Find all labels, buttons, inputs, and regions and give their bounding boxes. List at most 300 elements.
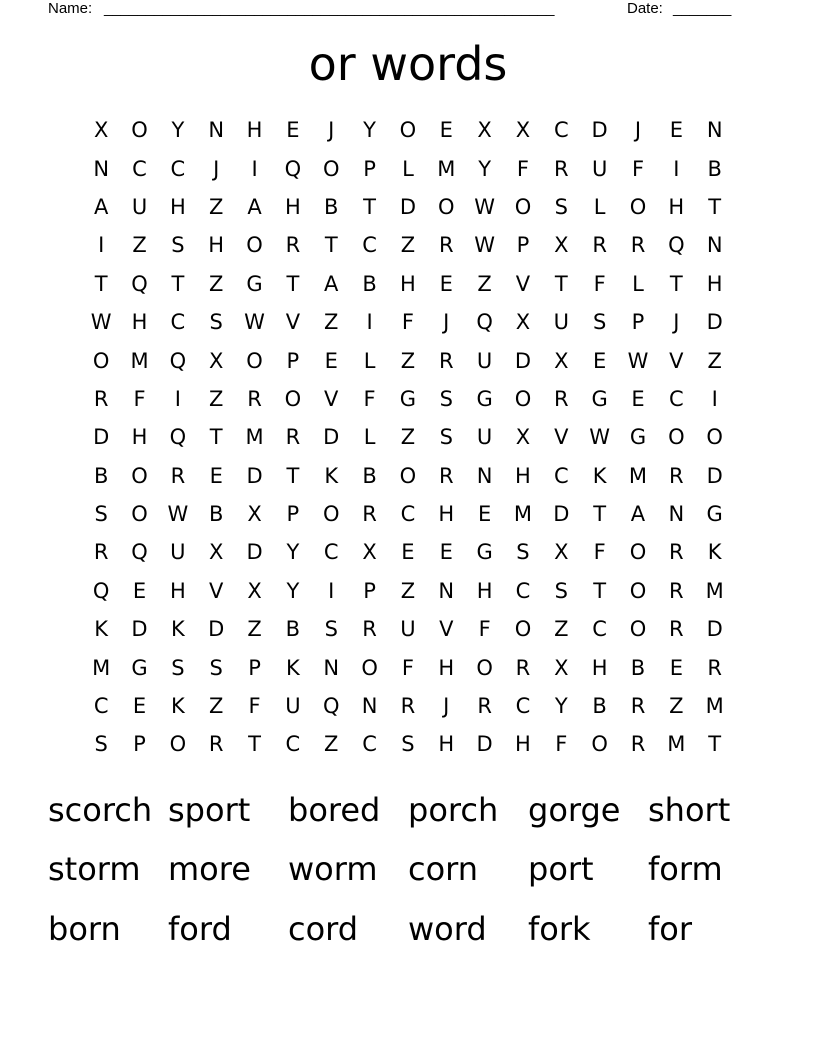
grid-letter: H <box>169 578 186 603</box>
grid-letter: H <box>438 732 455 757</box>
grid-letter: K <box>94 617 109 642</box>
name-label: Name: <box>48 0 93 17</box>
name-blank-line: ______________________________________________________ <box>104 0 555 17</box>
grid-letter: N <box>93 156 110 181</box>
grid-letter: S <box>209 655 223 680</box>
grid-letter: R <box>438 348 454 373</box>
grid-letter: C <box>592 617 607 642</box>
grid-letter: T <box>209 425 223 450</box>
grid-letter: O <box>629 194 647 219</box>
grid-letter: T <box>171 271 185 296</box>
grid-letter: X <box>477 118 492 143</box>
date-blank-line: _______ <box>673 0 732 17</box>
word-bank-word: ford <box>168 909 232 948</box>
grid-letter: O <box>668 425 685 450</box>
grid-letter: H <box>131 310 148 335</box>
grid-letter: E <box>132 578 147 603</box>
grid-letter: W <box>90 310 112 335</box>
word-bank-word: port <box>528 850 594 889</box>
grid-letter: J <box>213 156 220 181</box>
grid-letter: E <box>477 502 492 527</box>
grid-letter: T <box>708 194 722 219</box>
grid-row <box>82 572 734 610</box>
grid-letter: E <box>669 655 683 680</box>
grid-letter: I <box>251 156 258 181</box>
grid-letter: S <box>439 386 453 411</box>
grid-letter: V <box>324 386 339 411</box>
grid-letter: O <box>591 732 608 757</box>
grid-letter: E <box>439 118 453 143</box>
grid-letter: F <box>401 310 414 335</box>
grid-letter: G <box>706 502 723 527</box>
grid-letter: P <box>248 655 261 680</box>
grid-letter: R <box>515 655 531 680</box>
grid-letter: J <box>443 310 450 335</box>
grid-letter: U <box>170 540 186 565</box>
grid-letter: H <box>515 732 531 757</box>
grid-letter: Z <box>209 271 224 296</box>
grid-letter: L <box>363 348 376 373</box>
grid-letter: Y <box>286 540 300 565</box>
grid-letter: D <box>706 617 723 642</box>
grid-letter: Q <box>92 578 110 603</box>
grid-row <box>82 226 734 264</box>
grid-letter: S <box>171 233 185 258</box>
grid-letter: R <box>438 233 454 258</box>
grid-letter: R <box>630 694 646 719</box>
grid-letter: R <box>669 617 684 642</box>
grid-letter: F <box>248 694 261 719</box>
grid-letter: F <box>363 386 376 411</box>
grid-letter: B <box>93 463 109 488</box>
grid-letter: G <box>476 386 493 411</box>
grid-letter: D <box>706 463 723 488</box>
grid-letter: S <box>516 540 530 565</box>
grid-letter: F <box>555 732 568 757</box>
grid-letter: D <box>591 118 608 143</box>
grid-letter: R <box>362 502 377 527</box>
grid-letter: D <box>246 463 263 488</box>
grid-letter: N <box>208 118 225 143</box>
grid-letter: K <box>286 655 300 680</box>
grid-letter: O <box>284 386 302 411</box>
grid-letter: F <box>133 386 146 411</box>
grid-letter: B <box>285 617 301 642</box>
grid-letter: B <box>707 156 722 181</box>
word-bank-word: form <box>648 850 723 889</box>
word-bank-word: sport <box>168 790 251 829</box>
grid-letter: T <box>593 578 607 603</box>
grid-letter: B <box>592 694 607 719</box>
grid-letter: X <box>554 233 569 258</box>
grid-letter: Z <box>477 271 492 296</box>
grid-letter: F <box>593 540 606 565</box>
grid-letter: J <box>328 118 335 143</box>
grid-letter: C <box>93 694 109 719</box>
grid-letter: O <box>514 386 532 411</box>
date-label: Date: <box>627 0 663 17</box>
grid-letter: I <box>711 386 718 411</box>
grid-row <box>82 188 734 226</box>
grid-letter: O <box>399 463 417 488</box>
grid-letter: I <box>673 156 680 181</box>
grid-letter: Z <box>669 694 684 719</box>
grid-letter: C <box>553 118 569 143</box>
grid-letter: B <box>362 271 377 296</box>
grid-letter: X <box>209 348 224 373</box>
grid-letter: A <box>247 194 262 219</box>
grid-letter: A <box>324 271 339 296</box>
grid-letter: N <box>476 463 493 488</box>
word-bank-word: bored <box>288 790 381 829</box>
grid-letter: H <box>438 502 455 527</box>
grid-letter: M <box>245 425 264 450</box>
grid-letter: H <box>591 655 608 680</box>
grid-row <box>82 457 734 495</box>
grid-letter: S <box>554 194 568 219</box>
grid-letter: I <box>174 386 181 411</box>
grid-letter: R <box>93 540 109 565</box>
grid-letter: R <box>438 463 454 488</box>
name-date-header <box>48 0 748 20</box>
grid-letter: D <box>93 425 110 450</box>
word-bank <box>48 780 768 959</box>
grid-letter: O <box>514 194 532 219</box>
grid-letter: D <box>246 540 263 565</box>
grid-letter: G <box>476 540 493 565</box>
grid-letter: H <box>668 194 685 219</box>
grid-letter: X <box>362 540 377 565</box>
grid-letter: Z <box>400 578 416 603</box>
grid-letter: R <box>400 694 416 719</box>
grid-letter: R <box>247 386 262 411</box>
grid-letter: T <box>324 233 338 258</box>
grid-letter: N <box>668 502 685 527</box>
word-bank-word: fork <box>528 909 591 948</box>
word-bank-row <box>48 840 768 900</box>
grid-letter: T <box>363 194 376 219</box>
grid-letter: S <box>209 310 223 335</box>
grid-letter: T <box>554 271 568 296</box>
grid-letter: O <box>706 425 723 450</box>
grid-row <box>82 341 734 379</box>
grid-letter: A <box>630 502 646 527</box>
grid-letter: Y <box>478 156 492 181</box>
grid-letter: E <box>593 348 607 373</box>
grid-letter: H <box>131 425 148 450</box>
grid-letter: S <box>324 617 338 642</box>
grid-letter: N <box>361 694 378 719</box>
grid-letter: O <box>629 540 647 565</box>
grid-letter: R <box>285 425 301 450</box>
grid-letter: G <box>591 386 608 411</box>
grid-letter: C <box>285 732 301 757</box>
grid-letter: U <box>476 425 493 450</box>
grid-letter: R <box>630 233 646 258</box>
grid-letter: D <box>323 425 340 450</box>
grid-letter: P <box>286 502 300 527</box>
grid-letter: E <box>324 348 338 373</box>
grid-letter: O <box>322 156 340 181</box>
grid-letter: I <box>98 233 105 258</box>
grid-letter: P <box>363 578 376 603</box>
grid-letter: I <box>328 578 335 603</box>
grid-letter: O <box>438 194 455 219</box>
grid-letter: C <box>400 502 416 527</box>
grid-letter: D <box>553 502 570 527</box>
grid-letter: W <box>589 425 611 450</box>
grid-letter: M <box>513 502 533 527</box>
grid-letter: M <box>437 156 456 181</box>
grid-letter: D <box>131 617 148 642</box>
grid-letter: Z <box>247 617 262 642</box>
grid-letter: W <box>474 194 495 219</box>
grid-row <box>82 533 734 571</box>
grid-letter: Z <box>209 694 224 719</box>
grid-row <box>82 149 734 187</box>
grid-letter: W <box>474 233 495 258</box>
grid-letter: U <box>400 617 416 642</box>
grid-letter: P <box>286 348 300 373</box>
word-bank-word: born <box>48 909 121 948</box>
grid-letter: F <box>478 617 491 642</box>
grid-letter: X <box>93 118 109 143</box>
grid-letter: O <box>92 348 110 373</box>
grid-letter: O <box>131 502 148 527</box>
grid-row <box>82 610 734 648</box>
grid-letter: P <box>516 233 530 258</box>
grid-letter: Z <box>324 310 339 335</box>
word-bank-word: short <box>648 790 731 829</box>
word-bank-word: porch <box>408 790 499 829</box>
grid-letter: G <box>246 271 263 296</box>
grid-letter: E <box>401 540 415 565</box>
grid-letter: N <box>706 233 723 258</box>
grid-letter: C <box>170 310 186 335</box>
grid-letter: V <box>515 271 531 296</box>
grid-letter: D <box>476 732 493 757</box>
grid-letter: X <box>554 655 569 680</box>
grid-letter: W <box>244 310 265 335</box>
word-bank-word: word <box>408 909 487 948</box>
grid-letter: H <box>169 194 186 219</box>
grid-letter: O <box>629 578 647 603</box>
grid-letter: R <box>630 732 646 757</box>
grid-letter: S <box>94 732 108 757</box>
grid-letter: H <box>515 463 531 488</box>
grid-letter: Q <box>169 348 187 373</box>
word-bank-word: for <box>648 909 692 948</box>
grid-row <box>82 648 734 686</box>
word-bank-word: worm <box>288 850 378 889</box>
grid-letter: U <box>476 348 493 373</box>
grid-letter: Q <box>131 271 148 296</box>
grid-letter: C <box>668 386 684 411</box>
grid-letter: C <box>170 156 186 181</box>
grid-letter: K <box>324 463 339 488</box>
grid-letter: O <box>629 617 647 642</box>
grid-letter: O <box>246 233 263 258</box>
grid-letter: Z <box>132 233 147 258</box>
grid-letter: C <box>515 694 531 719</box>
grid-letter: H <box>246 118 263 143</box>
grid-letter: M <box>667 732 686 757</box>
grid-letter: O <box>169 732 187 757</box>
grid-letter: C <box>132 156 147 181</box>
grid-letter: O <box>131 463 148 488</box>
grid-letter: O <box>514 617 532 642</box>
grid-row <box>82 265 734 303</box>
grid-letter: R <box>707 655 722 680</box>
grid-letter: R <box>362 617 377 642</box>
grid-letter: C <box>553 463 569 488</box>
grid-letter: B <box>362 463 377 488</box>
grid-letter: W <box>167 502 189 527</box>
grid-letter: M <box>92 655 111 680</box>
grid-letter: L <box>632 271 644 296</box>
grid-letter: Y <box>363 118 376 143</box>
word-bank-word: storm <box>48 850 141 889</box>
grid-letter: V <box>669 348 684 373</box>
grid-letter: U <box>131 194 148 219</box>
grid-letter: D <box>514 348 532 373</box>
grid-letter: S <box>94 502 108 527</box>
grid-letter: Y <box>171 118 185 143</box>
grid-letter: Y <box>286 578 300 603</box>
grid-letter: X <box>515 118 531 143</box>
grid-letter: E <box>132 694 147 719</box>
grid-letter: J <box>634 118 642 143</box>
grid-letter: P <box>133 732 146 757</box>
grid-letter: B <box>208 502 224 527</box>
grid-letter: E <box>286 118 300 143</box>
grid-letter: Q <box>322 694 340 719</box>
grid-letter: Z <box>324 732 339 757</box>
grid-letter: P <box>363 156 376 181</box>
grid-letter: C <box>362 233 377 258</box>
grid-letter: E <box>439 271 453 296</box>
grid-letter: U <box>591 156 608 181</box>
grid-letter: V <box>285 310 301 335</box>
grid-row <box>82 111 734 149</box>
grid-letter: U <box>553 310 569 335</box>
grid-letter: J <box>673 310 680 335</box>
grid-letter: K <box>170 694 185 719</box>
grid-letter: X <box>209 540 224 565</box>
grid-letter: X <box>515 310 531 335</box>
grid-letter: B <box>630 655 646 680</box>
word-bank-word: gorge <box>528 790 621 829</box>
grid-letter: R <box>208 732 224 757</box>
grid-letter: M <box>705 578 724 603</box>
grid-letter: Q <box>131 540 148 565</box>
grid-letter: X <box>247 502 262 527</box>
grid-letter: O <box>399 118 417 143</box>
grid-letter: M <box>705 694 724 719</box>
grid-letter: H <box>284 194 301 219</box>
grid-letter: S <box>439 425 453 450</box>
grid-letter: R <box>554 386 569 411</box>
grid-letter: S <box>592 310 607 335</box>
grid-letter: G <box>629 425 647 450</box>
word-bank-row <box>48 780 768 840</box>
grid-letter: Q <box>476 310 493 335</box>
word-bank-word: scorch <box>48 790 153 829</box>
grid-letter: D <box>706 310 723 335</box>
grid-letter: G <box>399 386 417 411</box>
grid-letter: F <box>593 271 606 296</box>
grid-letter: Z <box>209 386 224 411</box>
grid-letter: C <box>362 732 377 757</box>
grid-letter: Z <box>400 425 416 450</box>
grid-letter: V <box>554 425 569 450</box>
grid-letter: S <box>401 732 415 757</box>
grid-letter: T <box>286 271 300 296</box>
grid-letter: V <box>209 578 224 603</box>
page-title: or words <box>308 37 508 91</box>
grid-letter: W <box>627 348 649 373</box>
grid-letter: Q <box>668 233 685 258</box>
grid-letter: N <box>706 118 723 143</box>
grid-letter: R <box>669 578 684 603</box>
grid-letter: F <box>401 655 414 680</box>
grid-letter: E <box>209 463 223 488</box>
grid-letter: H <box>438 655 455 680</box>
grid-letter: O <box>322 502 340 527</box>
grid-letter: O <box>476 655 493 680</box>
grid-letter: O <box>246 348 263 373</box>
grid-row <box>82 303 734 341</box>
grid-letter: L <box>363 425 376 450</box>
grid-letter: N <box>323 655 340 680</box>
grid-letter: O <box>131 118 148 143</box>
grid-letter: T <box>708 732 722 757</box>
grid-letter: Z <box>554 617 569 642</box>
grid-letter: X <box>515 425 531 450</box>
grid-letter: H <box>476 578 493 603</box>
grid-letter: K <box>170 617 185 642</box>
grid-letter: C <box>515 578 531 603</box>
grid-letter: R <box>285 233 301 258</box>
grid-row <box>82 380 734 418</box>
grid-letter: X <box>247 578 262 603</box>
grid-letter: E <box>631 386 645 411</box>
grid-letter: S <box>171 655 185 680</box>
grid-letter: F <box>516 156 529 181</box>
grid-letter: N <box>438 578 455 603</box>
grid-letter: T <box>593 502 607 527</box>
grid-letter: M <box>130 348 149 373</box>
grid-letter: Y <box>554 694 568 719</box>
grid-letter: Z <box>209 194 224 219</box>
grid-letter: X <box>554 540 569 565</box>
grid-letter: Z <box>400 233 416 258</box>
grid-letter: V <box>439 617 454 642</box>
grid-row <box>82 418 734 456</box>
grid-letter: T <box>669 271 683 296</box>
word-bank-word: corn <box>408 850 479 889</box>
grid-letter: T <box>286 463 300 488</box>
grid-row <box>82 725 734 763</box>
grid-letter: K <box>592 463 607 488</box>
grid-letter: C <box>323 540 339 565</box>
grid-letter: R <box>669 540 684 565</box>
grid-letter: P <box>631 310 645 335</box>
letter-grid <box>82 111 734 764</box>
grid-letter: R <box>93 386 109 411</box>
grid-letter: R <box>170 463 186 488</box>
grid-letter: E <box>439 540 453 565</box>
